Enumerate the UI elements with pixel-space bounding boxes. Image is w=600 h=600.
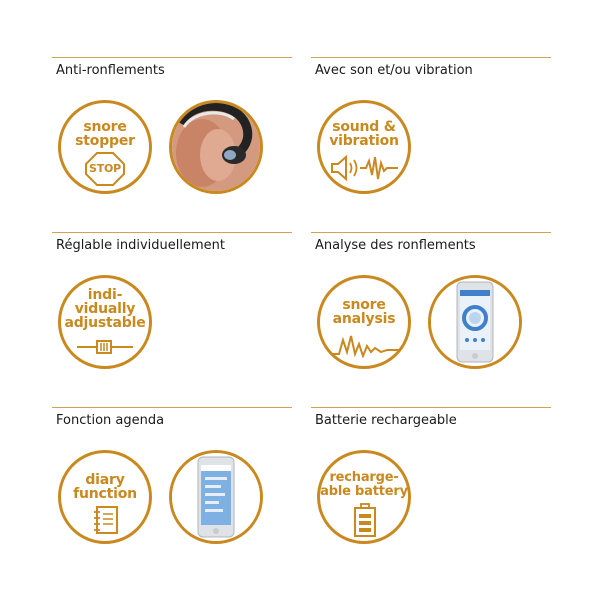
sound-vibration-badge — [317, 100, 411, 194]
ear-device-photo — [169, 100, 263, 194]
section-diary — [52, 407, 292, 567]
section-adjustable — [52, 232, 292, 392]
snore-stopper-badge — [58, 100, 152, 194]
section-anti-snore — [52, 57, 292, 217]
section-sound-vibration — [311, 57, 551, 217]
section-title: Anti-ronflements — [56, 63, 165, 78]
badge-line-2: stopper — [75, 133, 135, 149]
badge-line-1: indi- — [87, 287, 123, 303]
badge-line-2: vibration — [329, 133, 399, 149]
sound-wave-icon — [329, 332, 401, 358]
section-title: Avec son et/ou vibration — [315, 63, 473, 78]
battery-icon — [353, 503, 377, 537]
badge-line-2: function — [73, 486, 137, 502]
phone-diary-photo — [169, 450, 263, 544]
divider — [311, 57, 551, 58]
badge-line-2: vidually — [74, 301, 136, 317]
section-snore-analysis — [311, 232, 551, 392]
section-battery — [311, 407, 551, 567]
phone-analysis-photo — [428, 275, 522, 369]
section-title: Fonction agenda — [56, 413, 165, 428]
badge-line-1: recharge- — [329, 470, 399, 485]
badge-line-1: snore — [83, 119, 127, 135]
badge-line-1: diary — [85, 472, 125, 488]
slider-adjust-icon — [75, 338, 135, 356]
divider — [52, 407, 292, 408]
badge-line-3: adjustable — [64, 315, 146, 331]
diary-function-badge — [58, 450, 152, 544]
badge-line-1: snore — [342, 297, 386, 313]
badge-line-2: able battery — [320, 484, 408, 499]
divider — [52, 232, 292, 233]
section-title: Analyse des ronflements — [315, 238, 476, 253]
badge-line-1: sound & — [332, 119, 396, 135]
divider — [52, 57, 292, 58]
notebook-icon — [92, 505, 120, 535]
snore-analysis-badge — [317, 275, 411, 369]
section-title: Réglable individuellement — [56, 238, 225, 253]
divider — [311, 407, 551, 408]
rechargeable-battery-badge — [317, 450, 411, 544]
speaker-vibration-icon — [328, 153, 400, 183]
adjustable-badge — [58, 275, 152, 369]
divider — [311, 232, 551, 233]
section-title: Batterie rechargeable — [315, 413, 457, 428]
badge-line-2: analysis — [332, 311, 396, 327]
stop-sign-text: STOP — [88, 162, 122, 175]
